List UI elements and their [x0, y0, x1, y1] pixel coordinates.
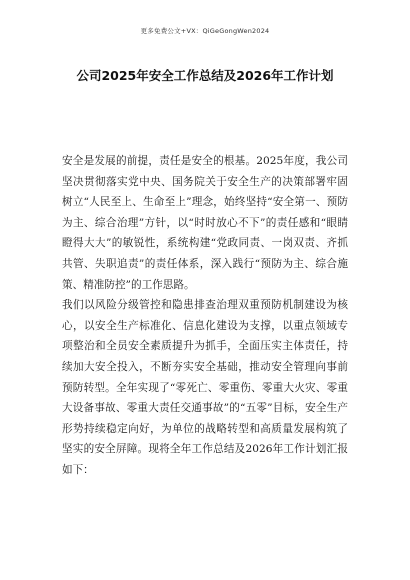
body-paragraph-2: 我们以风险分级管控和隐患排查治理双重预防机制建设为核心，以安全生产标准化、信息化建设为支撑，以重点领域专项整治和全员安全素质提升为抓手，全面压实主体责任，持续加大安全投入，不断夯实安全基础，推动安全管理向事前预防转型。全年实现了“零死亡、零重伤、零重大火灾、零重大设备事故、零重大责任交通事故”的“五零”目标，安全生产形势持续稳定向好，为单位的战略转型和高质量发展构筑了坚实的安全屏障。现将全年工作总结及2026年工作计划汇报如下： — [62, 299, 348, 476]
document-title: 公司2025年安全工作总结及2026年工作计划 — [76, 68, 334, 83]
header-note: 更多免费公文+VX：QiGeGongWen2024 — [140, 27, 270, 35]
document-body — [62, 151, 348, 481]
body-paragraph-1: 安全是发展的前提，责任是安全的根基。2025年度，我公司坚决贯彻落实党中央、国务院关于安全生产的决策部署牢固树立“人民至上、生命至上”理念，始终坚持“安全第一、预防为主、综合治理”方针，以“时时放心不下”的责任感和“眼睛瞪得大大”的敏锐性，系统构建“党政同责、一岗双责、齐抓共管、失职追责”的责任体系，深入践行“预防为主、综合施策、精准防控”的工作思路。 — [62, 155, 348, 291]
